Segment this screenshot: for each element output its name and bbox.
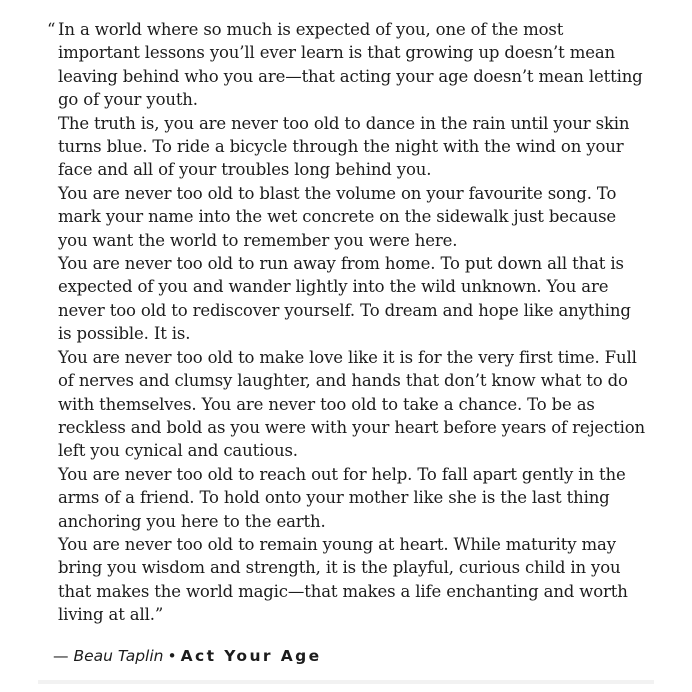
work-title: Act Your Age <box>180 647 322 665</box>
quote-paragraph <box>47 346 647 463</box>
quote-paragraph <box>47 112 647 182</box>
quote-paragraph <box>47 463 647 533</box>
quote-paragraph <box>47 18 647 112</box>
quote-paragraph-text: You are never too old to make love like it is for the very first time. Full of nerves and clumsy laughter, and hands that don’t know what to do with themselves. You are never too old to take a chance. To be as reckless and bold as you were with your heart before years of rejection left you cynical and cautious. <box>58 347 646 461</box>
quote-block <box>47 18 647 627</box>
author-name: Beau Taplin <box>73 647 164 665</box>
opening-quote-mark: “ <box>47 20 56 39</box>
quote-paragraph-text: The truth is, you are never too old to dance in the rain until your skin turns blue. To ride a bicycle through the night with the wind on your face and all of your troubles long behind you. <box>58 113 630 180</box>
quote-paragraph-text: You are never too old to blast the volume on your favourite song. To mark your name into the wet concrete on the sidewalk just because you want the world to remember you were here. <box>58 183 617 250</box>
attribution-dash: — <box>53 647 74 665</box>
quote-paragraph <box>47 252 647 346</box>
bottom-divider <box>38 680 654 684</box>
quote-paragraph <box>47 533 647 627</box>
quote-paragraph-text: In a world where so much is expected of you, one of the most important lessons you’ll ever learn is that growing up doesn’t mean leaving behind who you are—that acting your age doesn’t mean letting go of your youth. <box>58 20 643 110</box>
attribution-separator: • <box>167 647 177 665</box>
quote-paragraph-text: You are never too old to reach out for help. To fall apart gently in the arms of a friend. To hold onto your mother like she is the last thing anchoring you here to the earth. <box>58 464 626 531</box>
closing-quote-mark: ” <box>154 605 164 625</box>
attribution <box>53 644 322 669</box>
quote-paragraph-text: You are never too old to run away from home. To put down all that is expected of you and wander lightly into the wild unknown. You are never too old to rediscover yourself. To dream and hope like anything is possible. It is. <box>58 254 631 344</box>
quote-paragraph-text: You are never too old to remain young at heart. While maturity may bring you wisdom and strength, it is the playful, curious child in you that makes the world magic—that makes a life enchanting and worth living at all. <box>58 534 628 625</box>
quote-paragraph <box>47 182 647 252</box>
